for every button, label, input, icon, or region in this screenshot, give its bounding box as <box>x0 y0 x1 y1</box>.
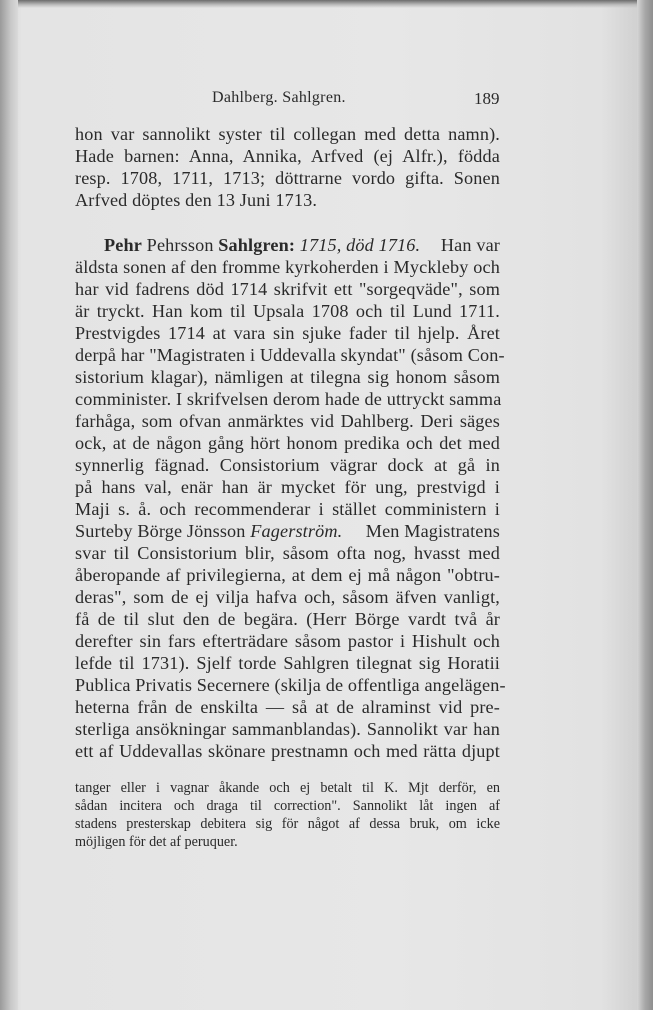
footnote-line: tanger eller i vagnar åkande och ej betalt til K. Mjt derför, en <box>75 780 500 796</box>
text-line: farhåga, som ofvan anmärktes vid Dahlberg. Deri säges <box>75 411 500 431</box>
text-line: äldsta sonen af den fromme kyrkoherden i Myckleby och <box>75 257 500 277</box>
text-line: Publica Privatis Secernere (skilja de offentliga angelägen- <box>75 675 506 695</box>
text-line: åberopande af privilegierna, at dem ej må någon "obtru- <box>75 565 500 585</box>
text-line: har vid fadrens död 1714 skrifvit ett "sorgeqväde", som <box>75 279 500 299</box>
entry-heading-line <box>104 234 500 256</box>
text-line: svar til Consistorium blir, såsom ofta nog, hvasst med <box>75 543 500 563</box>
line-text: Men Magistratens <box>365 521 500 541</box>
entry-dates: 1715, död 1716. <box>295 235 421 255</box>
text-line: synnerlig fägnad. Consistorium vägrar dock at gå in <box>75 455 500 475</box>
text-line: derpå har "Magistraten i Uddevalla skyndat" (såsom Con- <box>75 345 505 365</box>
text-line: är tryckt. Han kom til Upsala 1708 och til Lund 1711. <box>75 301 500 321</box>
text-line <box>75 520 500 542</box>
line-text: Surteby Börge Jönsson <box>75 521 251 541</box>
patronymic: Pehrsson <box>141 235 219 255</box>
page-top-edge <box>0 0 653 8</box>
text-line: Hade barnen: Anna, Annika, Arfved (ej Alfr.), födda <box>75 146 500 166</box>
text-line: ock, at de någon gång hört honom predika och det med <box>75 433 500 453</box>
text-line: comminister. I skrifvelsen derom hade de uttryckt samma <box>75 389 502 409</box>
header-title: Dahlberg. Sahlgren. <box>212 89 346 106</box>
entry-continuation: Han var <box>440 235 500 255</box>
text-line: lefde til 1731). Sjelf torde Sahlgren tilegnat sig Horatii <box>75 653 500 673</box>
text-line: Maji s. å. och recommenderar i stället comministern i <box>75 499 500 519</box>
surname: Sahlgren: <box>218 235 296 255</box>
page-right-edge <box>637 0 653 1010</box>
footnote-line: stadens presterskap debitera sig för något af dessa bruk, om icke <box>75 816 500 832</box>
text-line: derefter sin fars efterträdare såsom pastor i Hishult och <box>75 631 500 651</box>
text-line: på hans val, enär han är mycket för ung, prestvigd i <box>75 477 500 497</box>
entry-name <box>104 234 420 256</box>
text-line: Arfved döptes den 13 Juni 1713. <box>75 190 318 210</box>
text-line: Prestvigdes 1714 at vara sin sjuke fader til hjelp. Året <box>75 323 500 343</box>
line-start <box>75 520 342 542</box>
first-name: Pehr <box>104 235 142 255</box>
running-head <box>0 89 653 111</box>
page-number: 189 <box>474 89 500 108</box>
text-line: heterna från de enskilta — så at de alraminst vid pre- <box>75 697 500 717</box>
text-line: sistorium klagar), nämligen at tilegna sig honom såsom <box>75 367 500 387</box>
text-line: få de til slut den de begära. (Herr Börge vardt två år <box>75 609 500 629</box>
text-line: hon var sannolikt syster til collegan med detta namn). <box>75 124 500 144</box>
text-line: resp. 1708, 1711, 1713; döttrarne vordo gifta. Sonen <box>75 168 500 188</box>
text-line: sterliga ansökningar sammanblandas). Sannolikt var han <box>75 719 500 739</box>
footnote-line: möjligen för det af peruquer. <box>75 834 238 850</box>
text-line: ett af Uddevallas skönare prestnamn och med rätta djupt <box>75 741 500 761</box>
footnote-line: sådan incitera och draga til correction". Sannolikt låt ingen af <box>75 798 500 814</box>
italic-name: Fagerström. <box>250 521 343 541</box>
text-line: deras", som de ej vilja hafva och, såsom äfven vanligt, <box>75 587 500 607</box>
page-binding-edge <box>0 0 18 1010</box>
